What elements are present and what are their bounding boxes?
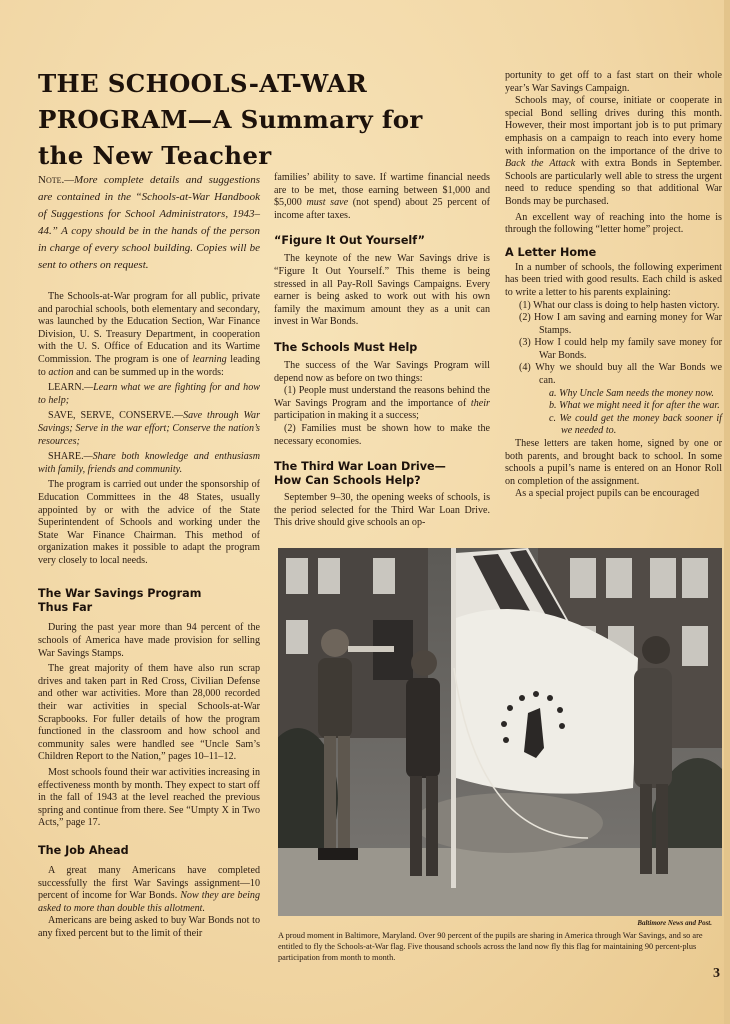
must-help-point-1: (1) People must understand the reasons behind the War Savings Program and the importance of their participation in making it a success; <box>274 385 490 422</box>
intro-paragraph: The Schools-at-War program for all public, private and parochial schools, both elementary and secondary, was launched by the Education Section, War Finance Division, U. S. Treasury Department, in cooperation with the U. S. Office of Education and its Wartime Commission. The program is one of learning leading to action and can be summed up in the words: <box>38 291 261 378</box>
letter-topics-list <box>505 300 722 439</box>
letter-home-intro: An excellent way of reaching into the home is through the following “letter home” project. <box>505 211 722 236</box>
third-war-loan-heading: The Third War Loan Drive— How Can Schools Help? <box>274 460 446 488</box>
note-lead: Note. <box>38 174 65 186</box>
job-ahead-p2: Americans are being asked to buy War Bonds not to any fixed percent but to the limit of their <box>38 915 260 939</box>
sponsorship-paragraph: The program is carried out under the sponsorship of Education Committees in the 48 States, usually appointed by or with the advice of the State Superintendent of Schools and working under the State War Finance Chairman. This method of organization makes it possible to adapt the program very closely to local needs. <box>38 479 260 566</box>
photo-credit: Baltimore News and Post. <box>637 919 712 927</box>
page-number: 3 <box>713 966 720 981</box>
column-right <box>505 70 722 501</box>
special-drives-paragraph: Schools may, of course, initiate or cooperate in special Bond selling drives during this month. However, their most important job is to put primary emphasis on a campaign to reach into every home with information on the importance of the drive to Back the Attack with extra Bonds in September. Schools are particularly well able to stress the urgent need to reduce spending so that additional War Bonds may be purchased. <box>505 95 722 207</box>
note-text: —More complete details and suggestions are contained in the “Schools-at-War Handbook of Suggestions for School Administrators, 1943–44.” A copy should be in the hands of the person in charge of every school building. Copies will be sent to others on request. <box>38 174 260 271</box>
war-loan-continuation: portunity to get off to a fast start on their whole year’s War Savings Campaign. <box>505 70 722 94</box>
share-line: SHARE.—Share both knowledge and enthusiasm with family, friends and community. <box>38 451 260 475</box>
war-savings-p3: Most schools found their war activities increasing in effectiveness month by month. They expect to start off in the fall of 1943 at the level reached the previous spring and continue from there. See “Umpty X in Two Acts,” page 17. <box>38 767 260 829</box>
column-middle <box>274 172 490 530</box>
special-project-paragraph: As a special project pupils can be encouraged <box>515 488 700 500</box>
list-item: (1) What our class is doing to help hasten victory. <box>519 299 720 311</box>
photo-caption: A proud moment in Baltimore, Maryland. Over 90 percent of the pupils are sharing in America through War Savings, and so are entitled to fly the Schools-at-War flag. Five thousand schools across the land now fly this flag for maintaining 90 percent-plus participation from month to month. <box>278 931 703 962</box>
photo-illustration <box>278 548 722 916</box>
figure-it-out-heading: “Figure It Out Yourself” <box>274 234 425 248</box>
letter-home-heading: A Letter Home <box>505 245 597 259</box>
list-subitem: c. We could get the money back sooner if we needed to. <box>549 412 722 437</box>
list-item: (2) How I am saving and earning money for War Stamps. <box>519 312 722 336</box>
schools-must-help-paragraph: The success of the War Savings Program will depend now as before on two things: <box>274 359 490 384</box>
list-subitem: a. Why Uncle Sam needs the money now. <box>549 387 714 399</box>
list-item: (4) Why we should buy all the War Bonds we can. <box>519 362 722 387</box>
war-savings-p2: The great majority of them have also run scrap drives and taken part in Red Cross, Civilian Defense and other war activities. More than 28,000 recorded their war activities in special Schools-at-War Scrapbooks. For fuller details of how the program functioned in the classroom and how school and community sales were handled see “Uncle Sam’s Children Report to the Nation,” pages 10–11–12. <box>38 663 260 763</box>
save-line: SAVE, SERVE, CONSERVE.—Save through War Savings; Serve in the war effort; Conserve the nation’s resources; <box>38 410 260 447</box>
list-item: (3) How I could help my family save money for War Bonds. <box>519 337 722 361</box>
flag-raising-photo <box>278 548 722 916</box>
savings-continuation: families’ ability to save. If wartime financial needs are to be met, those earning between $1,000 and $5,000 must save (not spend) about 25 percent of income after taxes. <box>274 172 490 221</box>
letters-signed-paragraph: These letters are taken home, signed by one or both parents, and brought back to school. In some schools a pupil’s name is entered on an Honor Roll on completion of the assignment. <box>505 438 722 487</box>
job-ahead-heading: The Job Ahead <box>38 843 129 857</box>
job-ahead-p1: A great many Americans have completed successfully the first War Savings assignment—10 percent of income for War Bonds. Now they are being asked to more than double this allotment. <box>38 864 260 914</box>
editor-note <box>38 172 260 274</box>
schools-must-help-heading: The Schools Must Help <box>274 340 418 354</box>
article-title <box>38 66 478 174</box>
must-help-point-2: (2) Families must be shown how to make the necessary economies. <box>274 422 490 447</box>
letter-home-paragraph: In a number of schools, the following experiment has been tried with good results. Each child is asked to write a letter to his parents explaining: <box>505 261 722 298</box>
third-war-loan-paragraph: September 9–30, the opening weeks of schools, is the period selected for the Third War Loan Drive. This drive should give schools an op- <box>274 492 490 529</box>
page-edge <box>724 0 730 1024</box>
learn-line: LEARN.—Learn what we are fighting for and how to help; <box>38 382 260 406</box>
figure-it-out-paragraph: The keynote of the new War Savings drive is “Figure It Out Yourself.” This theme is being stressed in all Pay-Roll Savings Campaigns. Every earner is being asked to work out with his own family the maximum amount they as a unit can invest in War Bonds. <box>274 253 490 328</box>
title-line-3: the New Teacher <box>38 141 272 170</box>
war-savings-p1: During the past year more than 94 percent of the schools of America have made provision for selling War Savings Stamps. <box>38 622 260 659</box>
column-left <box>38 172 260 941</box>
war-savings-heading: The War Savings Program Thus Far <box>38 587 202 615</box>
title-line-1: THE SCHOOLS-AT-WAR <box>38 69 367 98</box>
list-subitem: b. What we might need it for after the war. <box>549 400 720 412</box>
title-line-2: PROGRAM—A Summary for <box>38 105 423 134</box>
